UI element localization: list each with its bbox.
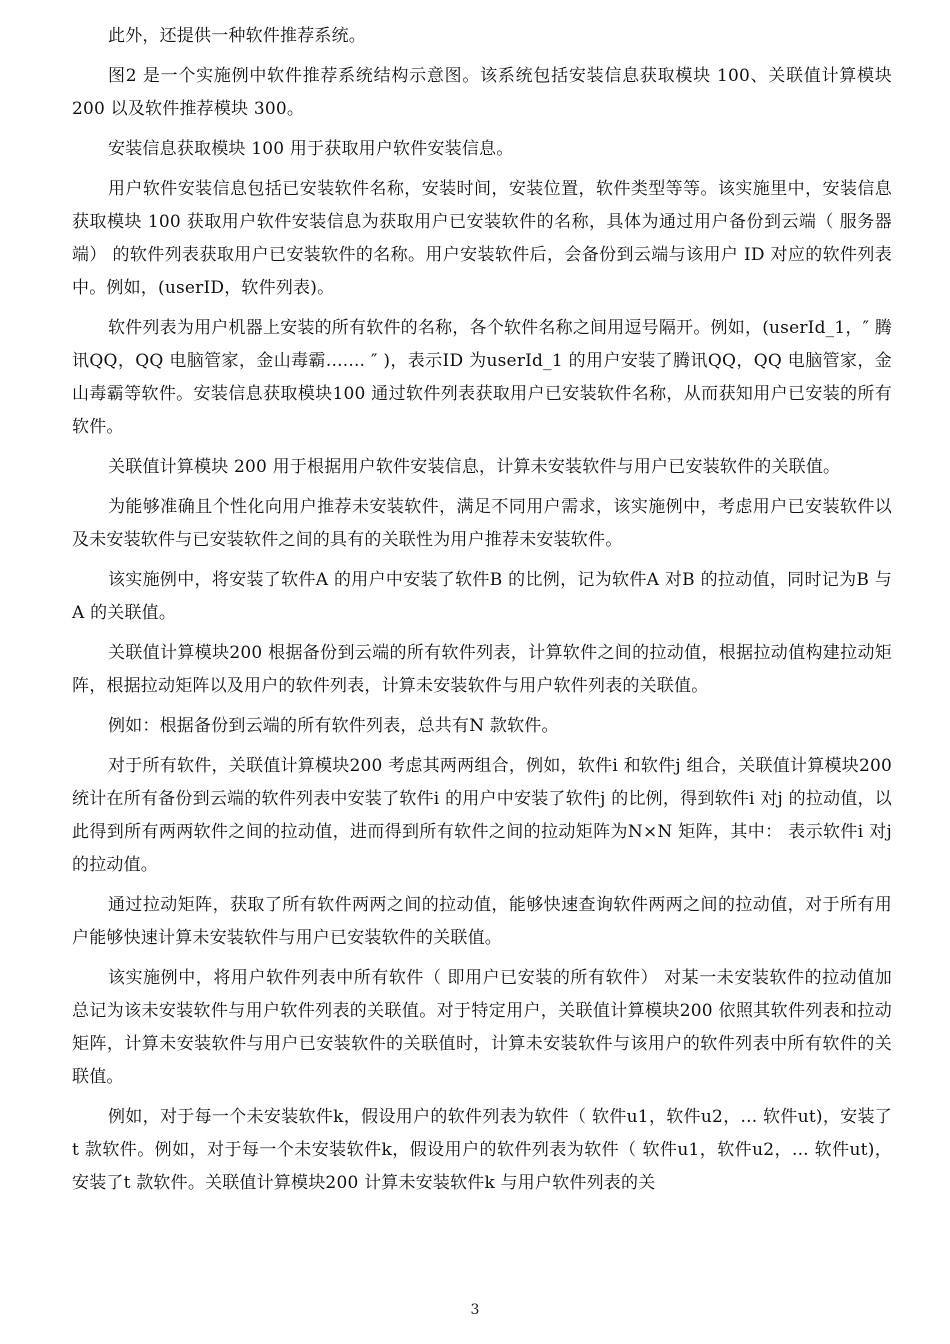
paragraph: 例如，对于每一个未安装软件k，假设用户的软件列表为软件（ 软件u1，软件u2，... 软件ut)，安装了t 款软件。例如，对于每一个未安装软件k，假设用户的软件列表为软件（ 软件u1，软件u2，... 软件ut)，安装了t 款软件。关联值计算模块200 计算未安装软件k 与用户软件列表的关 <box>72 1107 892 1193</box>
paragraph: 通过拉动矩阵，获取了所有软件两两之间的拉动值，能够快速查询软件两两之间的拉动值，对于所有用户能够快速计算未安装软件与用户已安装软件的关联值。 <box>72 895 892 948</box>
paragraph: 此外，还提供一种软件推荐系统。 <box>108 26 366 46</box>
paragraph: 图2 是一个实施例中软件推荐系统结构示意图。该系统包括安装信息获取模块 100、关联值计算模块 200 以及软件推荐模块 300。 <box>72 66 892 119</box>
paragraph: 关联值计算模块 200 用于根据用户软件安装信息，计算未安装软件与用户已安装软件的关联值。 <box>108 457 841 477</box>
paragraph: 为能够准确且个性化向用户推荐未安装软件，满足不同用户需求，该实施例中，考虑用户已安装软件以及未安装软件与已安装软件之间的具有的关联性为用户推荐未安装软件。 <box>72 497 892 550</box>
paragraph: 该实施例中，将用户软件列表中所有软件（ 即用户已安装的所有软件） 对某一未安装软件的拉动值加总记为该未安装软件与用户软件列表的关联值。对于特定用户，关联值计算模块200 依照其软件列表和拉动矩阵，计算未安装软件与用户已安装软件的关联值时，计算未安装软件与该用户的软件列表中所有软件的关联值。 <box>72 968 892 1087</box>
page-number: 3 <box>470 1302 480 1318</box>
paragraph: 对于所有软件，关联值计算模块200 考虑其两两组合，例如，软件i 和软件j 组合，关联值计算模块200 统计在所有备份到云端的软件列表中安装了软件i 的用户中安装了软件j 的比例，得到软件i 对j 的拉动值，以此得到所有两两软件之间的拉动值，进而得到所有软件之间的拉动矩阵为N×N 矩阵，其中： 表示软件i 对j 的拉动值。 <box>72 756 892 875</box>
paragraph: 关联值计算模块200 根据备份到云端的所有软件列表，计算软件之间的拉动值，根据拉动值构建拉动矩阵，根据拉动矩阵以及用户的软件列表，计算未安装软件与用户软件列表的关联值。 <box>72 643 892 696</box>
paragraph: 安装信息获取模块 100 用于获取用户软件安装信息。 <box>108 139 514 159</box>
paragraph: 该实施例中，将安装了软件A 的用户中安装了软件B 的比例，记为软件A 对B 的拉动值，同时记为B 与A 的关联值。 <box>72 570 892 623</box>
document-body <box>72 20 892 1207</box>
paragraph: 软件列表为用户机器上安装的所有软件的名称，各个软件名称之间用逗号隔开。例如，(userId_1，″ 腾讯QQ，QQ 电脑管家，金山毒霸....... ″ )，表示ID 为userId_1 的用户安装了腾讯QQ，QQ 电脑管家，金山毒霸等软件。安装信息获取模块100 通过软件列表获取用户已安装软件名称，从而获知用户已安装的所有软件。 <box>72 318 892 437</box>
paragraph: 用户软件安装信息包括已安装软件名称，安装时间，安装位置，软件类型等等。该实施里中，安装信息获取模块 100 获取用户软件安装信息为获取用户已安装软件的名称，具体为通过用户备份到云端（ 服务器端） 的软件列表获取用户已安装软件的名称。用户安装软件后，会备份到云端与该用户 ID 对应的软件列表中。例如，(userID，软件列表)。 <box>72 179 892 298</box>
paragraph: 例如：根据备份到云端的所有软件列表，总共有N 款软件。 <box>108 716 559 736</box>
